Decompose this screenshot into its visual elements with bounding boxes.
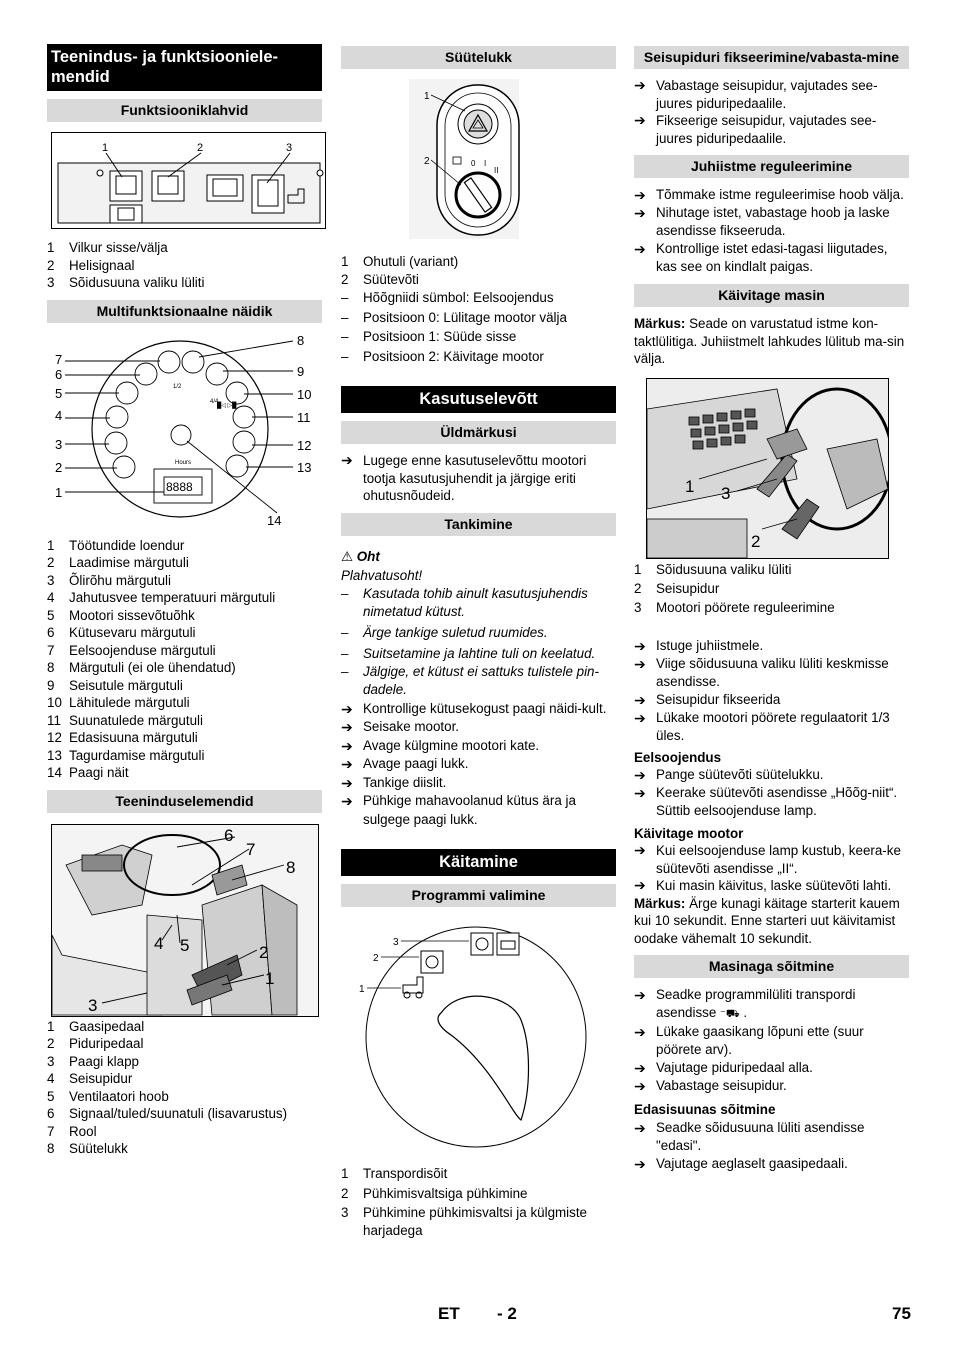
- list-item: 6 Kütusevaru märgutuli: [47, 625, 196, 640]
- list-item: ➔ Tõmmake istme reguleerimise hoob välja.: [634, 187, 904, 203]
- list-item: ➔ Kontrollige kütusekogust paagi näidi-kult.: [341, 700, 607, 717]
- callout-3: 3: [88, 995, 98, 1015]
- key-position-0: 0: [471, 159, 476, 168]
- callout-5: 5: [55, 385, 63, 401]
- list-item: ➔ Nihutage istet, vabastage hoob ja laske asendisse fikseeruda.: [634, 205, 890, 238]
- figure-start-machine: [646, 378, 889, 559]
- list-item: – Hõõgniidi sümbol: Eelsoojendus: [341, 290, 554, 305]
- list-item: 6 Signaal/tuled/suunatuli (lisavarustus): [47, 1106, 288, 1121]
- list-start-steps: [634, 637, 909, 745]
- list-display-items: [47, 537, 322, 782]
- callout-12: 12: [297, 437, 312, 453]
- list-ignition-positions: [341, 288, 616, 366]
- heading-ignition-lock: Süütelukk: [341, 46, 616, 69]
- list-item: – Positsioon 0: Lülitage mootor välja: [341, 309, 567, 325]
- note-starter: Märkus: Ärge kunagi käitage starterit kauem kui 10 sekundit. Enne starteri uut käivitamist oodake vähemalt 10 sekundit.: [634, 895, 900, 946]
- list-item: ➔ Kontrollige istet edasi-tagasi liigutades, kas see on kindlalt paigas.: [634, 241, 888, 274]
- list-item: 1 Gaasipedaal: [47, 1018, 145, 1034]
- list-preheat-steps: [634, 766, 909, 802]
- list-item: 1 Töötundide loendur: [47, 537, 185, 553]
- figure-service-elements: [51, 824, 319, 1017]
- list-item: 3 Pühkimine pühkimisvaltsi ja külgmiste harjadega: [341, 1205, 588, 1238]
- list-item: – Suitsetamine ja lahtine tuli on keelatud.: [341, 645, 596, 661]
- list-item: 7 Rool: [47, 1123, 97, 1139]
- callout-7: 7: [246, 839, 256, 859]
- callout-1: 1: [424, 91, 430, 102]
- list-brake-steps: [634, 77, 909, 147]
- list-item: ➔ Tankige diislit.: [341, 774, 447, 791]
- callout-10: 10: [297, 386, 312, 402]
- list-item: – Kasutada tohib ainult kasutusjuhendis nimetatud kütust.: [341, 585, 588, 619]
- callout-7: 7: [55, 351, 63, 367]
- svg-text:8888: 8888: [166, 479, 193, 494]
- subheading-preheat: Eelsoojendus: [634, 749, 722, 765]
- list-item: ➔ Seisupidur fikseerida: [634, 691, 781, 708]
- list-item: 4 Seisupidur: [47, 1071, 133, 1086]
- list-item: ➔ Avage külgmine mootori kate.: [341, 737, 540, 754]
- list-item: 3 Paagi klapp: [47, 1053, 139, 1069]
- list-item: 13 Tagurdamise märgutuli: [47, 747, 205, 763]
- callout-2: 2: [373, 953, 379, 964]
- list-item: 5 Mootori sissevõtuõhk: [47, 607, 195, 623]
- list-item: ➔ Viige sõidusuuna valiku lüliti keskmisse asendisse.: [634, 655, 889, 689]
- callout-2: 2: [55, 459, 63, 475]
- list-item: – Jälgige, et kütust ei sattuks tulistele pin-dadele.: [341, 663, 599, 697]
- callout-1: 1: [102, 142, 109, 154]
- list-item: ➔ Lugege enne kasutuselevõttu mootori tootja kasutusjuhendit ja järgige eriti ohutusnõudeid.: [341, 452, 587, 503]
- list-item: 11 Suunatulede märgutuli: [47, 712, 203, 728]
- warning-label: Oht: [356, 548, 380, 564]
- list-item: 7 Eelsoojenduse märgutuli: [47, 642, 216, 658]
- callout-3: 3: [286, 142, 293, 154]
- callout-9: 9: [297, 363, 305, 379]
- list-item: 1 Vilkur sisse/välja: [47, 240, 168, 255]
- list-item: ➔ Vajutage aeglaselt gaasipedaali.: [634, 1155, 848, 1172]
- list-seat-steps: [634, 186, 909, 276]
- list-item: 2 Süütevõti: [341, 271, 419, 287]
- gauge-full-label: 4/4: [210, 398, 219, 405]
- footer-page-marker: - 2: [497, 1304, 517, 1323]
- warning-subtitle: Plahvatusoht!: [341, 568, 423, 583]
- figure-function-keys: [51, 132, 326, 229]
- column-2: [341, 44, 616, 1239]
- callout-2: 2: [197, 142, 204, 154]
- list-item: ➔ Keerake süütevõti asendisse „Hõõg-niit“.: [634, 785, 898, 801]
- callout-1: 1: [359, 984, 365, 995]
- figure-multifunction-display: [47, 331, 322, 531]
- callout-11: 11: [297, 409, 311, 425]
- heading-refuelling: Tankimine: [341, 513, 616, 536]
- callout-6: 6: [55, 366, 63, 382]
- list-general-notes: [341, 452, 616, 505]
- list-item: – Positsioon 1: Süüde sisse: [341, 329, 517, 344]
- list-item: 10 Lähitulede märgutuli: [47, 695, 190, 710]
- heading-service-elements: Teeninduselemendid: [47, 790, 322, 813]
- preheat-result: Süttib eelsoojenduse lamp.: [656, 803, 817, 818]
- callout-1: 1: [265, 968, 275, 988]
- list-item: 2 Pühkimisvaltsiga pühkimine: [341, 1185, 528, 1201]
- heading-driving: Masinaga sõitmine: [634, 955, 909, 978]
- section-title-operation: Käitamine: [341, 849, 616, 876]
- list-item: ➔ Fikseerige seisupidur, vajutades see-juures piduripedaalile.: [634, 112, 877, 146]
- list-item: 12 Edasisuuna märgutuli: [47, 730, 198, 745]
- list-item: – Ärge tankige suletud ruumides.: [341, 624, 548, 640]
- list-forward-steps: [634, 1119, 909, 1173]
- svg-text:█◁ ▷█: █◁ ▷█: [217, 402, 237, 409]
- list-drive-steps: [634, 986, 909, 1095]
- list-item: 14 Paagi näit: [47, 765, 129, 780]
- list-item: ➔ Lükake gaasikang lõpuni ette (suur pöörete arv).: [634, 1024, 864, 1057]
- list-item: 5 Ventilaatori hoob: [47, 1088, 169, 1104]
- subheading-start-engine: Käivitage mootor: [634, 825, 744, 841]
- list-program-items: [341, 1165, 616, 1239]
- list-item: ➔ Kui masin käivitus, laske süütevõti lahti.: [634, 877, 892, 893]
- callout-8: 8: [297, 332, 305, 348]
- heading-seat-adjustment: Juhiistme reguleerimine: [634, 155, 909, 178]
- callout-5: 5: [180, 935, 190, 955]
- list-item: 2 Seisupidur: [634, 580, 720, 596]
- list-item: ➔ Avage paagi lukk.: [341, 756, 469, 772]
- list-item: 8 Süütelukk: [47, 1141, 128, 1156]
- section-title-service-elements: Teenindus- ja funktsiooniele-mendid: [47, 44, 322, 91]
- list-item: 1 Ohutuli (variant): [341, 254, 459, 269]
- list-item: ➔ Vabastage seisupidur, vajutades see-juures piduripedaalile.: [634, 77, 878, 111]
- heading-parking-brake: Seisupiduri fikseerimine/vabasta-mine: [634, 46, 909, 69]
- list-item: ➔ Pühkige mahavoolanud kütus ära ja sulgege paagi lukk.: [341, 793, 576, 827]
- gauge-half-label: 1/2: [173, 383, 182, 390]
- figure-ignition-lock: [341, 77, 616, 247]
- list-ignition-items: [341, 253, 616, 288]
- list-item: ➔ Lükake mootori pöörete regulaatorit 1/3 üles.: [634, 709, 890, 743]
- list-item: ➔ Pange süütevõti süütelukku.: [634, 767, 824, 783]
- list-item: 3 Õlirõhu märgutuli: [47, 572, 171, 588]
- callout-8: 8: [286, 857, 296, 877]
- list-service-elements: [47, 1018, 322, 1158]
- list-warning-items: [341, 585, 616, 699]
- callout-13: 13: [297, 459, 312, 475]
- callout-2: 2: [259, 942, 269, 962]
- footer-language: ET: [438, 1304, 460, 1323]
- heading-multifunction-display: Multifunktsionaalne näidik: [47, 300, 322, 323]
- callout-3: 3: [393, 937, 399, 948]
- callout-4: 4: [55, 407, 63, 423]
- figure-program-selection: [341, 915, 616, 1155]
- callout-3: 3: [55, 436, 63, 452]
- list-engine-steps: [634, 842, 909, 895]
- callout-2: 2: [424, 156, 430, 167]
- heading-function-keys: Funktsiooniklahvid: [47, 99, 322, 122]
- list-item: ➔ Seisake mootor.: [341, 719, 460, 735]
- callout-3: 3: [721, 483, 731, 503]
- list-refuelling-steps: [341, 700, 616, 830]
- key-position-1: I: [484, 159, 487, 168]
- list-item: ➔ Vajutage piduripedaal alla.: [634, 1060, 813, 1076]
- heading-general-notes: Üldmärkusi: [341, 421, 616, 444]
- list-item: 3 Sõidusuuna valiku lüliti: [47, 275, 205, 290]
- note-seat-contact: Märkus: Seade on varustatud istme kon-taktlülitiga. Juhiistmelt lahkudes lülitub ma-sin välja.: [634, 316, 905, 366]
- warning-heading: [341, 548, 616, 566]
- callout-6: 6: [224, 825, 234, 845]
- callout-2: 2: [751, 531, 761, 551]
- list-item: ➔ Kui eelsoojenduse lamp kustub, keera-ke süütevõti asendisse „II“.: [634, 842, 901, 876]
- callout-1: 1: [55, 484, 63, 500]
- heading-program-selection: Programmi valimine: [341, 884, 616, 907]
- list-item: 1 Sõidusuuna valiku lüliti: [634, 561, 792, 577]
- list-item: 8 Märgutuli (ei ole ühendatud): [47, 660, 236, 675]
- list-item: 9 Seisutule märgutuli: [47, 677, 183, 693]
- heading-start-machine: Käivitage masin: [634, 284, 909, 307]
- list-item: – Positsioon 2: Käivitage mootor: [341, 348, 544, 364]
- list-item: 2 Piduripedaal: [47, 1036, 144, 1051]
- list-function-keys: [47, 239, 322, 292]
- hours-label: Hours: [175, 459, 192, 466]
- list-item: ➔ Seadke programmilüliti transpordi asendisse ⁻⛟ .: [634, 987, 856, 1020]
- list-item: 2 Helisignaal: [47, 257, 135, 273]
- list-item: 4 Jahutusvee temperatuuri märgutuli: [47, 590, 276, 605]
- list-item: 1 Transpordisõit: [341, 1166, 448, 1181]
- list-item: ➔ Vabastage seisupidur.: [634, 1078, 787, 1094]
- list-item: ➔ Istuge juhiistmele.: [634, 637, 764, 654]
- key-position-2: II: [494, 166, 499, 175]
- list-item: 2 Laadimise märgutuli: [47, 555, 189, 570]
- callout-14: 14: [267, 512, 282, 528]
- subheading-forward-driving: Edasisuunas sõitmine: [634, 1102, 776, 1117]
- list-item: ➔ Seadke sõidusuuna lüliti asendisse "edasi".: [634, 1119, 865, 1153]
- column-3: [634, 44, 909, 1173]
- transport-mode-icon: ⁻⛟: [720, 1008, 740, 1020]
- section-title-commissioning: Kasutuselevõtt: [341, 386, 616, 413]
- callout-1: 1: [685, 476, 695, 496]
- warning-triangle-icon: ⚠: [341, 548, 354, 564]
- callout-4: 4: [154, 933, 164, 953]
- list-item: 3 Mootori pöörete reguleerimine: [634, 599, 835, 615]
- column-1: [47, 44, 322, 1158]
- list-start-items: [634, 560, 909, 617]
- footer-page-number: 75: [892, 1304, 911, 1323]
